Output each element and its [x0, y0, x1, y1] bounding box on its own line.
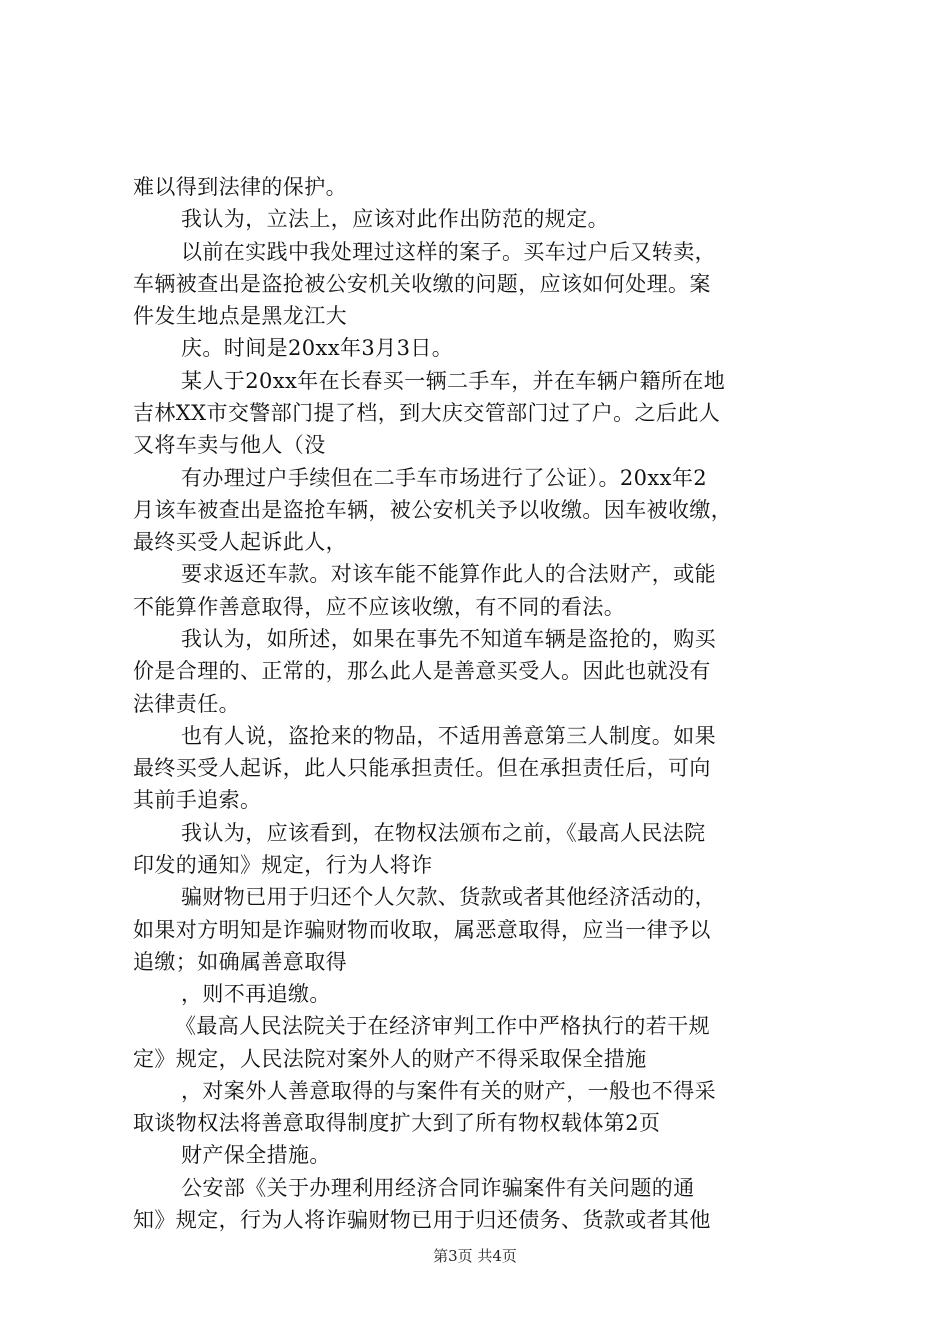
text-line: 车辆被查出是盗抢被公安机关收缴的问题，应该如何处理。案 [133, 272, 711, 296]
text-line: 印发的通知》规定，行为人将诈 [133, 853, 433, 877]
text-line: ，对案外人善意取得的与案件有关的财产，一般也不得采 [181, 1079, 716, 1103]
text-line: 取谈物权法将善意取得制度扩大到了所有物权载体第2页 [133, 1111, 661, 1135]
text-line: 我认为，如所述，如果在事先不知道车辆是盗抢的，购买 [181, 627, 716, 651]
text-line: 最终买受人起诉此人， [133, 530, 347, 554]
text-line: 价是合理的、正常的，那么此人是善意买受人。因此也就没有 [133, 659, 711, 683]
text-line: 定》规定，人民法院对案外人的财产不得采取保全措施 [133, 1047, 647, 1071]
text-line: 我认为，立法上，应该对此作出防范的规定。 [181, 207, 609, 231]
text-line: 《最高人民法院关于在经济审判工作中严格执行的若干规 [175, 1014, 710, 1038]
text-line: 知》规定，行为人将诈骗财物已用于归还债务、货款或者其他 [133, 1208, 711, 1232]
text-line: 以前在实践中我处理过这样的案子。买车过户后又转卖， [181, 240, 716, 264]
text-line: 骗财物已用于归还个人欠款、货款或者其他经济活动的， [181, 885, 716, 909]
text-line: 如果对方明知是诈骗财物而收取，属恶意取得，应当一律予以 [133, 918, 711, 942]
text-line: 不能算作善意取得，应不应该收缴，有不同的看法。 [133, 595, 626, 619]
text-line: 件发生地点是黑龙江大 [133, 304, 347, 328]
text-line: 最终买受人起诉，此人只能承担责任。但在承担责任后，可向 [133, 756, 711, 780]
text-line: 法律责任。 [133, 692, 240, 716]
text-line: 某人于20xx年在长春买一辆二手车，并在车辆户籍所在地 [181, 369, 726, 393]
text-line: 又将车卖与他人（没 [133, 433, 326, 457]
page-footer: 第3页 共4页 [433, 1247, 517, 1265]
text-line: 庆。时间是20xx年3月3日。 [181, 336, 454, 360]
text-line: ，则不再追缴。 [181, 982, 331, 1006]
text-line: 其前手追索。 [133, 788, 262, 812]
text-line: 也有人说，盗抢来的物品，不适用善意第三人制度。如果 [181, 724, 716, 748]
text-line: 吉林XX市交警部门提了档，到大庆交管部门过了户。之后此人 [133, 401, 721, 425]
text-line: 财产保全措施。 [181, 1143, 331, 1167]
text-line: 难以得到法律的保护。 [133, 175, 347, 199]
text-line: 要求返还车款。对该车能不能算作此人的合法财产，或能 [181, 562, 716, 586]
text-line: 我认为，应该看到，在物权法颁布之前，《最高人民法院 [181, 821, 706, 845]
text-line: 公安部《关于办理利用经济合同诈骗案件有关问题的通 [181, 1176, 695, 1200]
text-line: 有办理过户手续但在二手车市场进行了公证）。20xx年2 [181, 466, 708, 490]
text-line: 月该车被查出是盗抢车辆，被公安机关予以收缴。因车被收缴， [133, 498, 733, 522]
text-line: 追缴；如确属善意取得 [133, 950, 347, 974]
